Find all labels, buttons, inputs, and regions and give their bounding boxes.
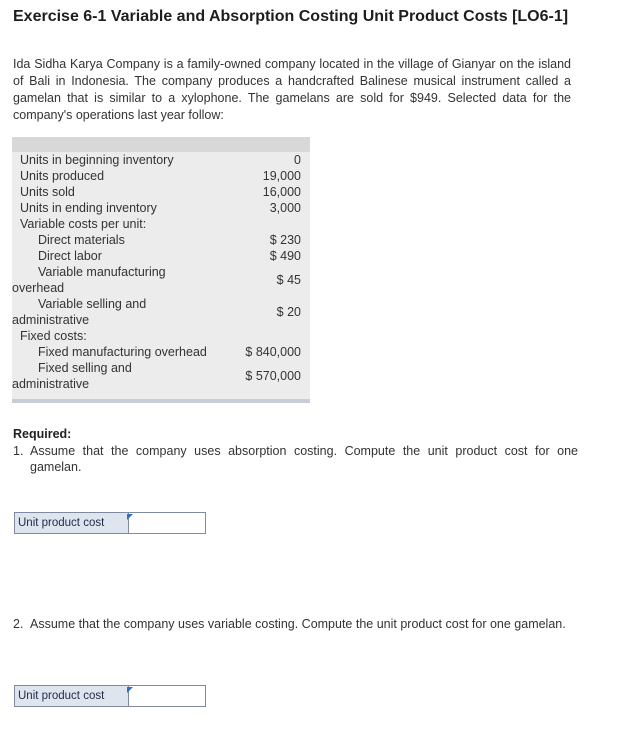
question-2 bbox=[13, 616, 578, 632]
row-units-sold bbox=[12, 184, 310, 200]
row-fixed-mfg-overhead bbox=[12, 344, 310, 360]
row-value: $ 490 bbox=[269, 249, 301, 263]
row-label: Units in ending inventory bbox=[20, 201, 157, 215]
row-label: Fixed costs: bbox=[20, 329, 87, 343]
unit-product-cost-input-1[interactable] bbox=[127, 513, 203, 533]
row-direct-materials bbox=[12, 232, 310, 248]
table-header-bar bbox=[12, 137, 310, 152]
exercise-title: Exercise 6-1 Variable and Absorption Costing Unit Product Costs [LO6-1] bbox=[13, 8, 569, 25]
row-direct-labor bbox=[12, 248, 310, 264]
row-value: 0 bbox=[294, 153, 301, 167]
question-number: 2. bbox=[13, 617, 24, 631]
answer-row-2 bbox=[14, 685, 206, 707]
row-value: $ 840,000 bbox=[245, 345, 301, 359]
row-value: 19,000 bbox=[262, 169, 301, 183]
row-fixed-costs-header bbox=[12, 328, 310, 344]
row-label: Units in beginning inventory bbox=[20, 153, 174, 167]
row-units-beginning bbox=[12, 152, 310, 168]
question-number: 1. bbox=[13, 444, 24, 458]
row-value: $ 230 bbox=[269, 233, 301, 247]
data-table bbox=[12, 137, 310, 403]
answer-label: Unit product cost bbox=[15, 513, 129, 533]
row-label-continued: administrative bbox=[12, 313, 90, 327]
row-label-continued: overhead bbox=[12, 281, 65, 295]
row-label: Direct labor bbox=[38, 249, 102, 263]
row-label: Direct materials bbox=[38, 233, 125, 247]
question-text: Assume that the company uses variable costing. Compute the unit product cost for one gamelan. bbox=[30, 617, 566, 631]
required-heading: Required: bbox=[13, 427, 72, 441]
question-text: Assume that the company uses absorption costing. Compute the unit product cost for one gamelan. bbox=[30, 444, 578, 474]
row-variable-mfg-overhead bbox=[12, 264, 310, 296]
row-value: $ 20 bbox=[276, 305, 301, 319]
answer-row-1 bbox=[14, 512, 206, 534]
row-label: Fixed selling and bbox=[38, 361, 132, 375]
row-label: Variable manufacturing bbox=[38, 265, 166, 279]
row-units-produced bbox=[12, 168, 310, 184]
row-fixed-selling-admin bbox=[12, 360, 310, 392]
row-label: Variable costs per unit: bbox=[20, 217, 147, 231]
row-label: Units sold bbox=[20, 185, 75, 199]
question-1 bbox=[13, 443, 578, 475]
row-label-continued: administrative bbox=[12, 377, 90, 391]
row-label: Units produced bbox=[20, 169, 105, 183]
row-label: Fixed manufacturing overhead bbox=[38, 345, 207, 359]
row-value: 16,000 bbox=[262, 185, 301, 199]
row-label: Variable selling and bbox=[38, 297, 147, 311]
row-units-ending bbox=[12, 200, 310, 216]
unit-product-cost-input-2[interactable] bbox=[127, 686, 203, 706]
row-variable-selling-admin bbox=[12, 296, 310, 328]
intro-paragraph: Ida Sidha Karya Company is a family-owned company located in the village of Gianyar on the island of Bali in Indonesia. The company produces a handcrafted Balinese musical instrument called a gamelan that is similar to a xylophone. The gamelans are sold for $949. Selected data for the company's operations last year follow: bbox=[13, 57, 571, 122]
row-value: $ 45 bbox=[276, 273, 301, 287]
answer-label: Unit product cost bbox=[15, 686, 129, 706]
table-bottom-bar bbox=[12, 399, 310, 403]
row-variable-costs-header bbox=[12, 216, 310, 232]
row-value: $ 570,000 bbox=[245, 369, 301, 383]
row-value: 3,000 bbox=[269, 201, 301, 215]
